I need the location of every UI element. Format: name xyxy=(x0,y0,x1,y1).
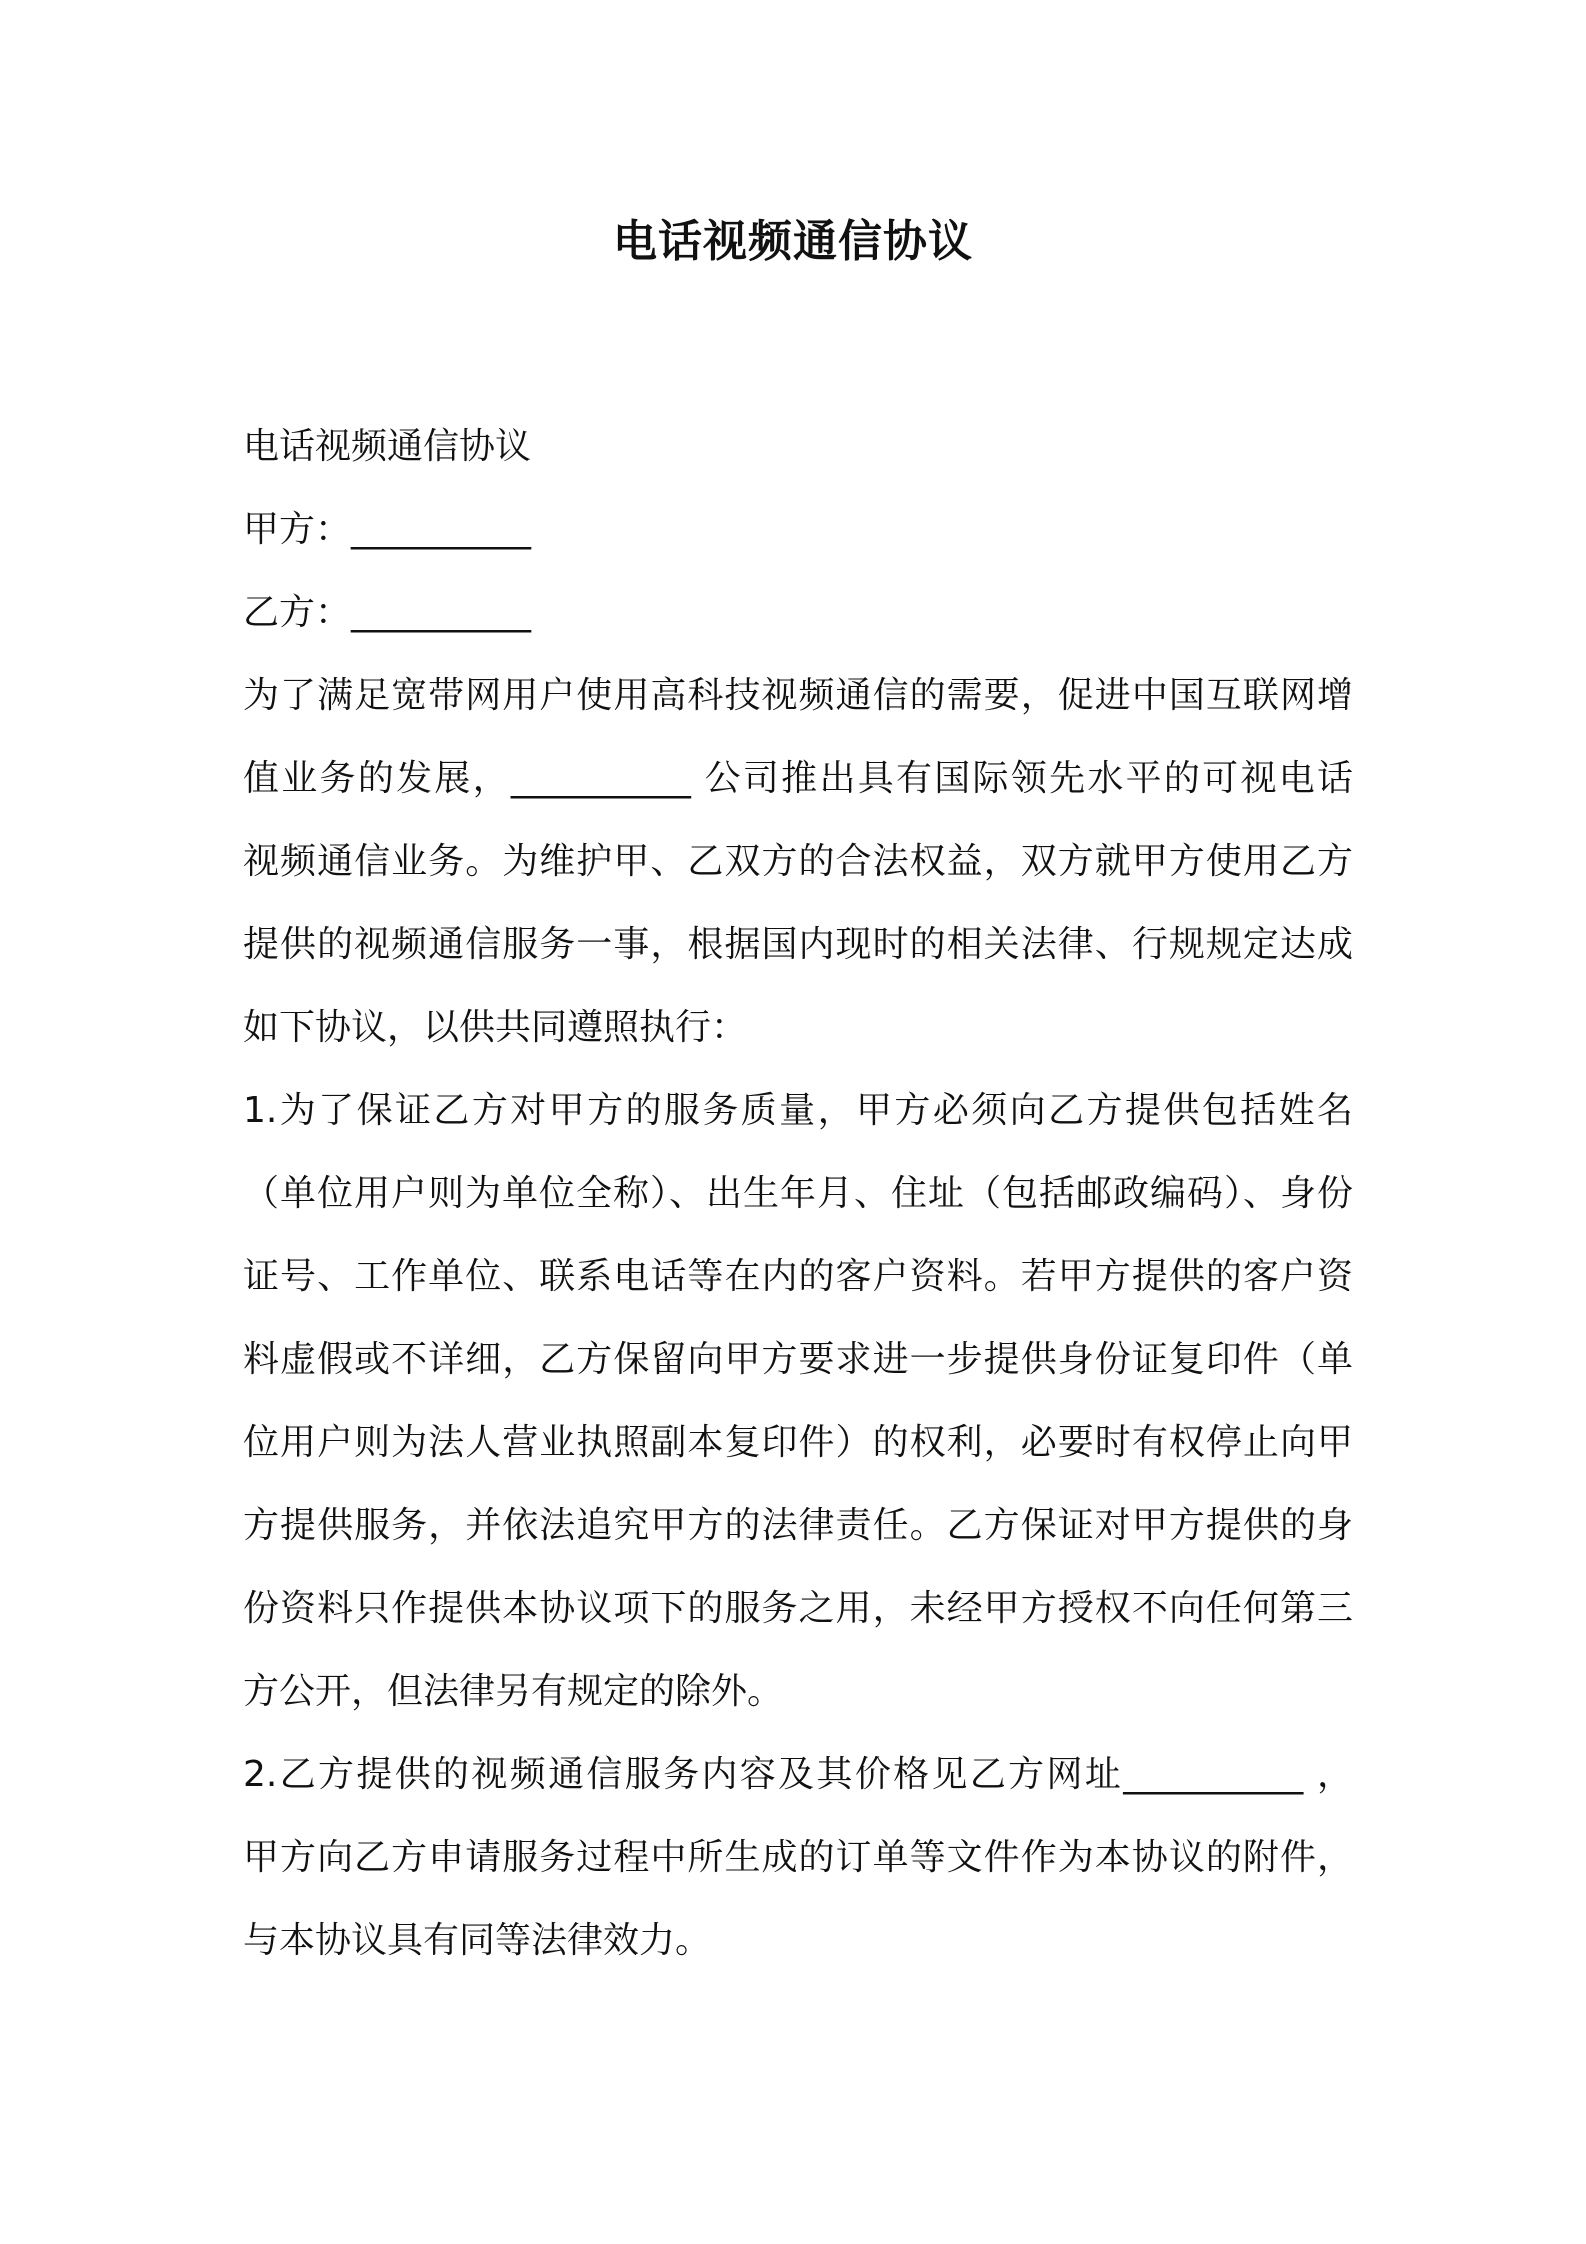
party-b-line: 乙方：__________ xyxy=(243,592,532,633)
document-body xyxy=(243,405,1353,1982)
clause-1-line: 份资料只作提供本协议项下的服务之用，未经甲方授权不向任何第三 xyxy=(243,1588,1353,1629)
intro-line: 值业务的发展，__________ 公司推出具有国际领先水平的可视电话 xyxy=(243,758,1353,799)
intro-line: 提供的视频通信服务一事，根据国内现时的相关法律、行规规定达成 xyxy=(243,924,1353,965)
clause-2-line: 甲方向乙方申请服务过程中所生成的订单等文件作为本协议的附件， xyxy=(243,1837,1353,1878)
clause-1-line: （单位用户则为单位全称）、出生年月、住址（包括邮政编码）、身份 xyxy=(243,1173,1353,1214)
clause-1-line: 料虚假或不详细，乙方保留向甲方要求进一步提供身份证复印件（单 xyxy=(243,1339,1353,1380)
intro-line: 视频通信业务。为维护甲、乙双方的合法权益，双方就甲方使用乙方 xyxy=(243,841,1353,882)
clause-2-line: 与本协议具有同等法律效力。 xyxy=(243,1920,712,1961)
intro-line: 为了满足宽带网用户使用高科技视频通信的需要，促进中国互联网增 xyxy=(243,675,1353,716)
clause-1-line: 方公开，但法律另有规定的除外。 xyxy=(243,1671,784,1712)
document-title: 电话视频通信协议 xyxy=(613,216,973,267)
clause-2-line: 2.乙方提供的视频通信服务内容及其价格见乙方网址__________ ， xyxy=(243,1754,1353,1795)
intro-line: 如下协议，以供共同遵照执行： xyxy=(243,1007,748,1048)
subtitle: 电话视频通信协议 xyxy=(243,426,532,467)
clause-1-line: 证号、工作单位、联系电话等在内的客户资料。若甲方提供的客户资 xyxy=(243,1256,1353,1297)
clause-1-line: 位用户则为法人营业执照副本复印件）的权利，必要时有权停止向甲 xyxy=(243,1422,1353,1463)
party-a-line: 甲方：__________ xyxy=(243,509,532,550)
clause-1-line: 方提供服务，并依法追究甲方的法律责任。乙方保证对甲方提供的身 xyxy=(243,1505,1353,1546)
clause-1-line: 1.为了保证乙方对甲方的服务质量，甲方必须向乙方提供包括姓名 xyxy=(243,1090,1353,1131)
